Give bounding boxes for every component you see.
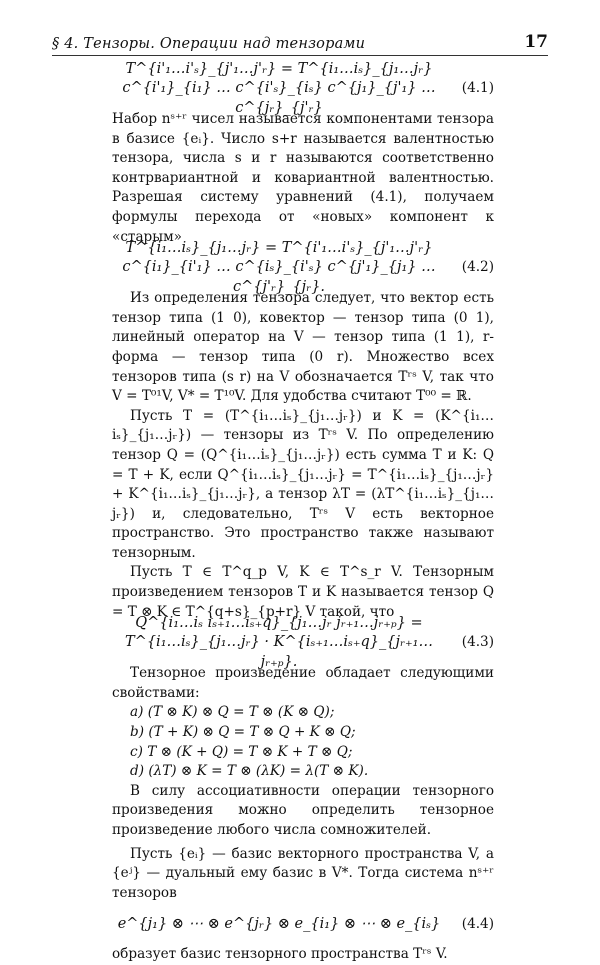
formula-4-2 [112, 239, 494, 295]
running-header [52, 28, 548, 56]
formula-4-1-expression: T^{i'₁…i'ₛ}_{j'₁…j'ᵣ} = T^{i₁…iₛ}_{j₁…jᵣ} c^{i'₁}_{i₁} … c^{i'ₛ}_{iₛ} c^{j₁}_{j'₁} … c^{jᵣ}_{j'ᵣ} [122, 60, 436, 116]
paragraph-components: Набор nˢ⁺ʳ чисел называется компонентами тензора в базисе {eᵢ}. Число s+r называется валентностью тензора, числа s и r называются соответственно контрвариантной и ковариантной валентностью. Разрешая систему уравнений (4.1), получаем формулы перехода от «новых» компонент к «старым» [112, 111, 494, 245]
formula-4-3-number: (4.3) [461, 634, 494, 651]
property-a: a) (T ⊗ K) ⊗ Q = T ⊗ (K ⊗ Q); [130, 704, 335, 721]
property-d: d) (λT) ⊗ K = T ⊗ (λK) = λ(T ⊗ K). [130, 763, 369, 780]
paragraph-properties-intro: Тензорное произведение обладает следующими свойствами: [112, 665, 494, 701]
formula-4-1 [112, 60, 494, 116]
running-title: § 4. Тензоры. Операции над тензорами [52, 36, 366, 52]
paragraph-associativity: В силу ассоциативности операции тензорного произведения можно определить тензорное произведение любого числа сомножителей. [112, 782, 494, 838]
formula-4-4-expression: e^{j₁} ⊗ ⋯ ⊗ e^{jᵣ} ⊗ e_{i₁} ⊗ ⋯ ⊗ e_{iₛ} [117, 915, 441, 932]
page-number: 17 [524, 32, 548, 52]
paragraph-tensor-sum: Пусть T = (T^{i₁…iₛ}_{j₁…jᵣ}) и K = (K^{i₁…iₛ}_{j₁…jᵣ}) — тензоры из Tʳˢ V. По определению тензор Q = (Q^{i₁…iₛ}_{j₁…jᵣ}) есть сумма T и K: Q = T + K, если Q^{i₁…iₛ}_{j₁…jᵣ} = T^{i₁…iₛ}_{j₁…jᵣ} + K^{i₁…iₛ}_{j₁…jᵣ}, а тензор λT = (λT^{i₁…iₛ}_{j₁…jᵣ}) и, следовательно, Tʳˢ V есть векторное пространство. Это пространство также называют тензорным. [112, 407, 494, 561]
paragraph-basis-conclusion: образует базис тензорного пространства Tʳˢ V. [112, 946, 448, 963]
formula-4-4-number: (4.4) [461, 915, 494, 932]
property-c: c) T ⊗ (K + Q) = T ⊗ K + T ⊗ Q; [130, 743, 353, 760]
formula-4-2-number: (4.2) [461, 259, 494, 276]
formula-4-4 [112, 903, 494, 945]
page-body [112, 60, 494, 965]
paragraph-tensor-types: Из определения тензора следует, что вектор есть тензор типа (1 0), ковектор — тензор типа (0 1), линейный оператор на V — тензор типа (1 1), r-форма — тензор типа (0 r). Множество всех тензоров типа (s r) на V обозначается Tʳˢ V, так что V = T⁰¹V, V* = T¹⁰V. Для удобства считают T⁰⁰ = ℝ. [112, 290, 494, 405]
formula-4-2-expression: T^{i₁…iₛ}_{j₁…jᵣ} = T^{i'₁…i'ₛ}_{j'₁…j'ᵣ} c^{i₁}_{i'₁} … c^{iₛ}_{i'ₛ} c^{j'₁}_{j₁} … c^{j'ᵣ}_{jᵣ}. [122, 239, 436, 295]
property-b: b) (T + K) ⊗ Q = T ⊗ Q + K ⊗ Q; [130, 724, 356, 741]
paragraph-basis: Пусть {eᵢ} — базис векторного пространства V, а {eʲ} — дуальный ему базис в V*. Тогда система nˢ⁺ʳ тензоров [112, 845, 494, 901]
paragraph-tensor-product: Пусть T ∈ T^q_p V, K ∈ T^s_r V. Тензорным произведением тензоров T и K называется тензор Q = T ⊗ K ∈ T^{q+s}_{p+r} V такой, что [112, 564, 494, 620]
formula-4-1-number: (4.1) [461, 80, 494, 97]
formula-4-3 [112, 614, 494, 671]
formula-4-3-expression: Q^{i₁…iₛ iₛ₊₁…iₛ₊q}_{j₁…jᵣ jᵣ₊₁…jᵣ₊ₚ} = T^{i₁…iₛ}_{j₁…jᵣ} · K^{iₛ₊₁…iₛ₊q}_{jᵣ₊₁…jᵣ₊ₚ}. [125, 614, 433, 671]
